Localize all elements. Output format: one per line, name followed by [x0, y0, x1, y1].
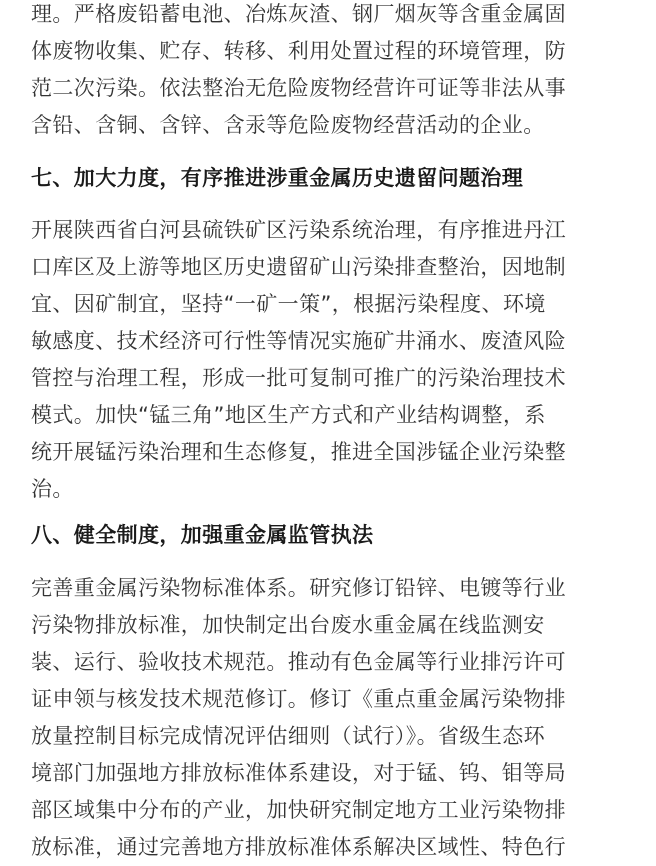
text-line: 证申领与核发技术规范修订。修订《重点重金属污染物排 — [31, 687, 566, 711]
text-line: 开展陕西省白河县硫铁矿区污染系统治理，有序推进丹江 — [31, 218, 566, 242]
text-line: 放标准，通过完善地方排放标准体系解决区域性、特色行 — [31, 835, 566, 859]
section-heading-7: 七、加大力度，有序推进涉重金属历史遗留问题治理 — [31, 166, 524, 190]
paragraph-solid-waste — [31, 0, 625, 144]
text-line: 治。 — [31, 477, 74, 501]
text-line: 范二次污染。依法整治无危险废物经营许可证等非法从事 — [31, 76, 566, 100]
text-line: 理。严格废铅蓄电池、冶炼灰渣、钢厂烟灰等含重金属固 — [31, 2, 566, 26]
section-heading-8: 八、健全制度，加强重金属监管执法 — [31, 523, 374, 547]
text-line: 口库区及上游等地区历史遗留矿山污染排查整治，因地制 — [31, 255, 566, 279]
text-line: 敏感度、技术经济可行性等情况实施矿井涌水、废渣风险 — [31, 329, 566, 353]
text-line: 统开展锰污染治理和生态修复，推进全国涉锰企业污染整 — [31, 440, 566, 464]
text-line: 境部门加强地方排放标准体系建设，对于锰、钨、钼等局 — [31, 761, 566, 785]
paragraph-historical-legacy — [31, 212, 625, 508]
text-line: 体废物收集、贮存、转移、利用处置过程的环境管理，防 — [31, 39, 566, 63]
text-line: 含铅、含铜、含锌、含汞等危险废物经营活动的企业。 — [31, 113, 545, 137]
text-line: 装、运行、验收技术规范。推动有色金属等行业排污许可 — [31, 650, 566, 674]
text-line: 放量控制目标完成情况评估细则（试行）》。省级生态环 — [31, 724, 545, 748]
paragraph-supervision — [31, 570, 625, 866]
text-line: 完善重金属污染物标准体系。研究修订铅锌、电镀等行业 — [31, 576, 566, 600]
text-line: 模式。加快“锰三角”地区生产方式和产业结构调整，系 — [31, 403, 546, 427]
text-line: 部区域集中分布的产业，加快研究制定地方工业污染物排 — [31, 798, 566, 822]
text-line: 宜、因矿制宜，坚持“一矿一策”，根据污染程度、环境 — [31, 292, 546, 316]
text-line: 污染物排放标准，加快制定出台废水重金属在线监测安 — [31, 613, 545, 637]
text-line: 管控与治理工程，形成一批可复制可推广的污染治理技术 — [31, 366, 566, 390]
